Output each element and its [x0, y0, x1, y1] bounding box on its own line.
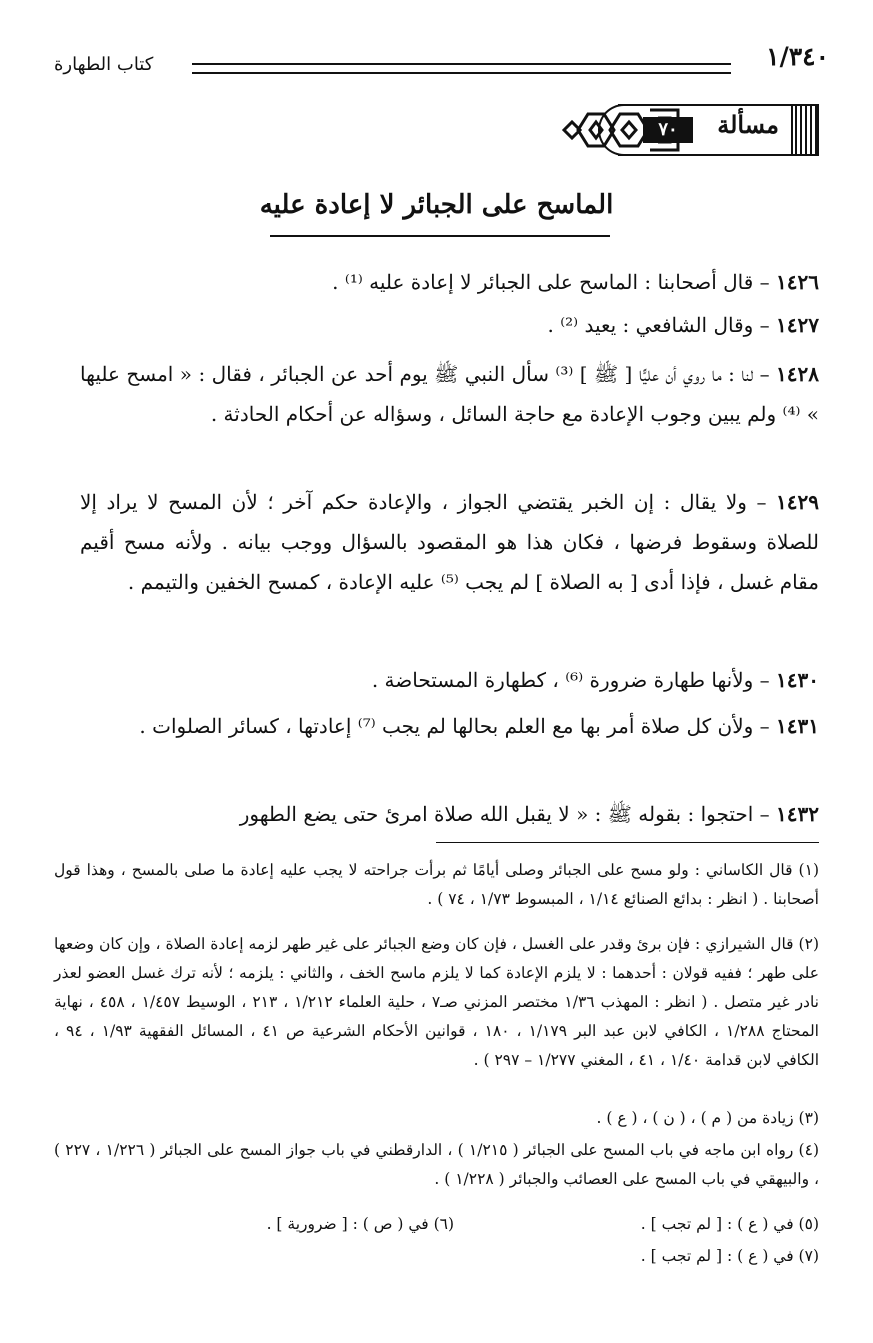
paragraph-1429: [80, 482, 819, 602]
paragraph-number: ١٤٢٧: [776, 313, 819, 337]
footnote-7: (٧) في ( ع ) : [ لم تجب ] .: [640, 1247, 819, 1265]
footnote-1: (١) قال الكاساني : ولو مسح على الجبائر وصلى أيامًا ثم برأت جراحته لا يجب عليه إعادة ما صلى بالمسح ، وهذا قول أصحابنا . ( انظر : بدائع الصنائع ١/١٤ ، المبسوط ١/٧٣ ، ٧٤ ) .: [54, 861, 819, 908]
masala-number: ٧٠: [643, 117, 693, 143]
paragraph-text: – ولأن كل صلاة أمر بها مع العلم بحالها لم يجب ⁽⁷⁾ إعادتها ، كسائر الصلوات .: [139, 714, 777, 738]
paragraph-number: ١٤٣٠: [776, 668, 819, 692]
footnote-2: (٢) قال الشيرازي : فإن برئ وقدر على الغسل ، فإن كان وضع الجبائر على غير طهر لزمه إعادة الصلاة ، وإن كان وضعها على طهر ؛ ففيه قولان : أحدهما : لا يلزم الإعادة كما لا يلزم ماسح الخف ، والثاني : يلزمه ؛ لأنه ترك غسل العضو لعذر نادر غير متصل . ( انظر : المهذب ١/٣٦ مختصر المزني صـ٧ ، حلية العلماء ١/٢١٢ ، ٢١٣ ، الوسيط ١/٤٥٧ ، ٤٥٨ ، نهاية المحتاج ١/٢٨٨ ، الكافي لابن عبد البر ١/١٧٩ ، ١٨٠ ، قوانين الأحكام الشرعية ص ٤١ ، المسائل الفقهية ١/٩٣ ، ٩٤ ، الكافي لابن قدامة ١/٤٠ ، ٤١ ، المغني ١/٢٧٧ – ٢٩٧ ) .: [54, 935, 819, 1069]
banner-stripes-ornament: [791, 104, 819, 156]
paragraph-1430: [80, 660, 819, 700]
paragraph-1431: [80, 706, 819, 746]
paragraph-text: – لنا : ما روي أن عليًّا [ ﷺ ] ⁽³⁾ سأل النبي ﷺ يوم أحد عن الجبائر ، فقال : « امسح عليها » ⁽⁴⁾ ولم يبين وجوب الإعادة مع حاجة السائل ، وسؤاله عن أحكام الحادثة .: [80, 362, 819, 426]
paragraph-number: ١٤٢٨: [776, 362, 820, 386]
page-number: ١/٣٤٠: [766, 42, 829, 71]
paragraph-text: – احتجوا : بقوله ﷺ : « لا يقبل الله صلاة امرئ حتى يضع الطهور: [239, 802, 777, 826]
title-underline: [270, 235, 610, 237]
footnote-separator: [436, 842, 819, 843]
paragraph-1428: [80, 354, 819, 434]
running-title: كتاب الطهارة: [54, 54, 154, 75]
paragraph-number: ١٤٢٦: [776, 270, 819, 294]
footnote-row-5-6: [54, 1210, 819, 1239]
paragraph-text: – وقال الشافعي : يعيد ⁽²⁾ .: [547, 313, 777, 337]
paragraph-text: – ولا يقال : إن الخبر يقتضي الجواز ، والإعادة حكم آخر ؛ لأن المسح لا يراد إلا للصلاة وسقوط فرضها ، فكان هذا هو المقصود بالسؤال ووجب بيانه . ولأنه مسح أقيم مقام غسل ، فإذا أدى [ به الصلاة ] لم يجب ⁽⁵⁾ عليه الإعادة ، كمسح الخفين والتيمم .: [80, 490, 819, 594]
footnote-5: (٥) في ( ع ) : [ لم تجب ] .: [640, 1215, 819, 1233]
section-title: الماسح على الجبائر لا إعادة عليه: [259, 190, 614, 220]
footnote-3: (٣) زيادة من ( م ) ، ( ن ) ، ( ع ) .: [596, 1109, 819, 1127]
paragraph-number: ١٤٢٩: [776, 490, 819, 514]
masala-label: مسألة: [717, 110, 779, 139]
paragraph-text: – ولأنها طهارة ضرورة ⁽⁶⁾ ، كطهارة المستحاضة .: [371, 668, 777, 692]
paragraph-number: ١٤٣١: [776, 714, 819, 738]
paragraph-1427: [80, 305, 819, 345]
paragraph-1432: [80, 794, 819, 834]
footnote-row-7: [54, 1242, 819, 1271]
paragraph-text: – قال أصحابنا : الماسح على الجبائر لا إعادة عليه ⁽¹⁾ .: [332, 270, 777, 294]
knot-ornament-icon: [558, 104, 686, 156]
header-rule: [192, 63, 731, 74]
paragraph-number: ١٤٣٢: [776, 802, 819, 826]
footnote-6: (٦) في ( ص ) : [ ضرورية ] .: [266, 1215, 455, 1233]
footnote-4: (٤) رواه ابن ماجه في باب المسح على الجبائر ( ١/٢١٥ ) ، الدارقطني في باب جواز المسح على الجبائر ( ١/٢٢٦ ، ٢٢٧ ) ، والبيهقي في باب المسح على العصائب والجبائر ( ١/٢٢٨ ) .: [54, 1141, 819, 1188]
paragraph-1426: [80, 262, 819, 302]
